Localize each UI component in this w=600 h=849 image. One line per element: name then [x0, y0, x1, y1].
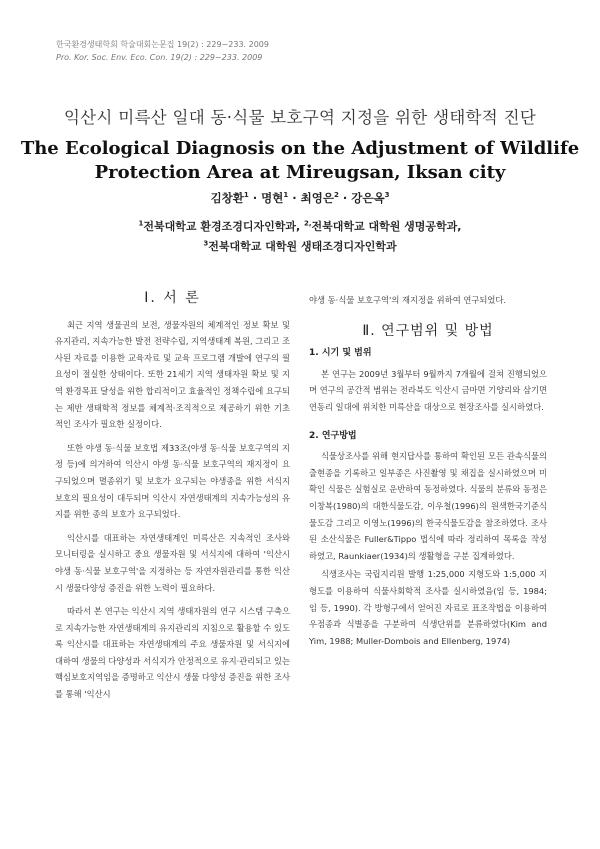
author-affiliation-mark: 3	[384, 191, 390, 200]
paragraph: 식생조사는 국립지리원 발행 1:25,000 지형도와 1:5,000 지형도를 이용하여 식물사회학적 조사를 실시하였음(임 등, 1984; 임 등, 1990). 각 방형구에서 얻어진 자료로 표조작법을 이용하여 우점종과 식별종을 구분하여 식생단위를 분류하였다(Kim and Yim, 1988; Muller-Dombois and Ellenberg, 1974)	[309, 569, 547, 646]
affiliation-mark: 1	[138, 219, 144, 228]
subsection-heading: 2. 연구방법	[309, 430, 357, 441]
paragraph: 식물상조사를 위해 현지답사를 통하여 확인된 모든 관속식물의 출현종을 기록하고 일부종은 사진촬영 및 채집을 실시하였으며 미확인 식물은 실험실로 운반하여 동정하였다. 식물의 분류와 동정은 이창복(1980)의 대한식물도감, 이우철(1996)의 원색한국기준식물도감 그리고 이영노(1996)의 한국식물도감을 참조하였다. 조사된 소산식물은 Fuller&Tippo 법식에 따라 정리하여 목록을 작성하였고, Raunkiaer(1934)의 생활형을 구분 집계하였다.	[309, 451, 547, 561]
author-name: 강은옥	[351, 191, 385, 205]
affiliations	[0, 217, 600, 257]
journal-header-korean: 한국환경생태학회 학술대회논문집 19(2) : 229~233. 2009	[56, 40, 269, 49]
paragraph: 또한 야생 동·식물 보호법 제33조(야생 동·식물 보호구역의 지정 등)에 의거하여 익산시 야생 동·식물 보호구역의 재지정이 요구되었으며 멸종위기 및 보호가 요구되는 야생종을 위한 서식지 보호의 필요성이 대두되며 익산시 자연생태계의 지속가능성의 유지를 위한 종의 보호가 요구되었다.	[55, 442, 290, 520]
author-affiliation-mark: 1	[283, 191, 289, 200]
paragraph: 최근 지역 생물권의 보전, 생물자원의 체계적인 정보 확보 및 유지관리, 지속가능한 발전 전략수립, 지역생태계 복원, 그리고 조사된 자료를 이용한 교육자료 및 교육 프로그램 개발에 연구의 필요성이 절실한 상태이다. 또한 21세기 지역 생태자원 확보 및 지역 환경목표 달성을 위한 합리적이고 효율적인 정책수립에 요구되는 제반 생태학적 정보를 체계적·조직적으로 제공하기 위한 기초적인 조사가 필요한 실정이다.	[55, 319, 290, 430]
left-column	[55, 290, 290, 703]
paragraph: 따라서 본 연구는 익산시 지역 생태자원의 연구 시스템 구축으로 지속가능한 자연생태계의 유지관리의 지침으로 활용할 수 있도록 익산시를 대표하는 자연생태계의 주요 생물자원 및 서식지에 대하여 생물의 다양성과 서식지가 안정적으로 유지·관리되고 있는 핵심보호지역임을 증명하고 익산시 생물 다양성 증진을 위한 조사를 통해 '익산시	[55, 606, 290, 700]
introduction-heading: Ⅰ. 서 론	[144, 290, 201, 306]
author-affiliation-mark: 2	[333, 191, 339, 200]
methods-heading: Ⅱ. 연구범위 및 방법	[362, 322, 494, 339]
affiliation-mark: 2,	[303, 219, 312, 228]
affiliation-line1	[0, 217, 600, 237]
author-affiliation-mark: 1	[243, 191, 249, 200]
author-separator: ·	[248, 191, 262, 205]
korean-title: 익산시 미륵산 일대 동·식물 보호구역 지정을 위한 생태학적 진단	[63, 108, 537, 127]
author-list	[0, 190, 600, 206]
english-title	[0, 137, 600, 185]
affiliation-mark: 3	[203, 239, 209, 248]
journal-header-english: Pro. Kor. Soc. Env. Eco. Con. 19(2) : 229~233. 2009	[56, 53, 263, 62]
subsection-heading: 1. 시기 및 범위	[309, 348, 372, 359]
paragraph: 본 연구는 2009년 3월부터 9월까지 7개월에 걸쳐 진행되었으며 연구의 공간적 범위는 전라북도 익산시 금마면 기양리와 삼기면 연동리 일대에 위치한 미륵산을 대상으로 현장조사를 실시하였다.	[309, 368, 547, 412]
affiliation-text: 전북대학교 대학원 생태조경디자인학과	[208, 240, 397, 253]
affiliation-line2	[0, 237, 600, 257]
affiliation-text: 전북대학교 환경조경디자인학과,	[143, 220, 304, 233]
author-separator: ·	[288, 191, 301, 205]
paragraph: 익산시를 대표하는 자연생태계인 미륵산은 지속적인 조사와 모니터링을 실시하고 중요 생물자원 및 서식지에 대하여 '익산시 야생 동·식물 보호구역'을 지정하는 등 자연자원관리를 통한 익산시 생물다양성 증진을 위한 노력이 필요하다.	[55, 532, 290, 593]
paragraph-continuation: 야생 동·식물 보호구역'의 재지정을 위하여 연구되었다.	[309, 295, 507, 305]
english-title-line2: Protection Area at Mireugsan, Iksan city	[94, 162, 506, 183]
author-separator: ·	[338, 191, 352, 205]
author-name: 김창환	[210, 191, 244, 205]
journal-header	[56, 38, 269, 64]
english-title-line1: The Ecological Diagnosis on the Adjustment of Wildlife	[20, 138, 580, 159]
author-name: 명현	[261, 191, 284, 205]
affiliation-text: 전북대학교 대학원 생명공학과,	[311, 220, 462, 233]
author-name: 최영은	[300, 191, 334, 205]
right-column	[309, 292, 547, 649]
